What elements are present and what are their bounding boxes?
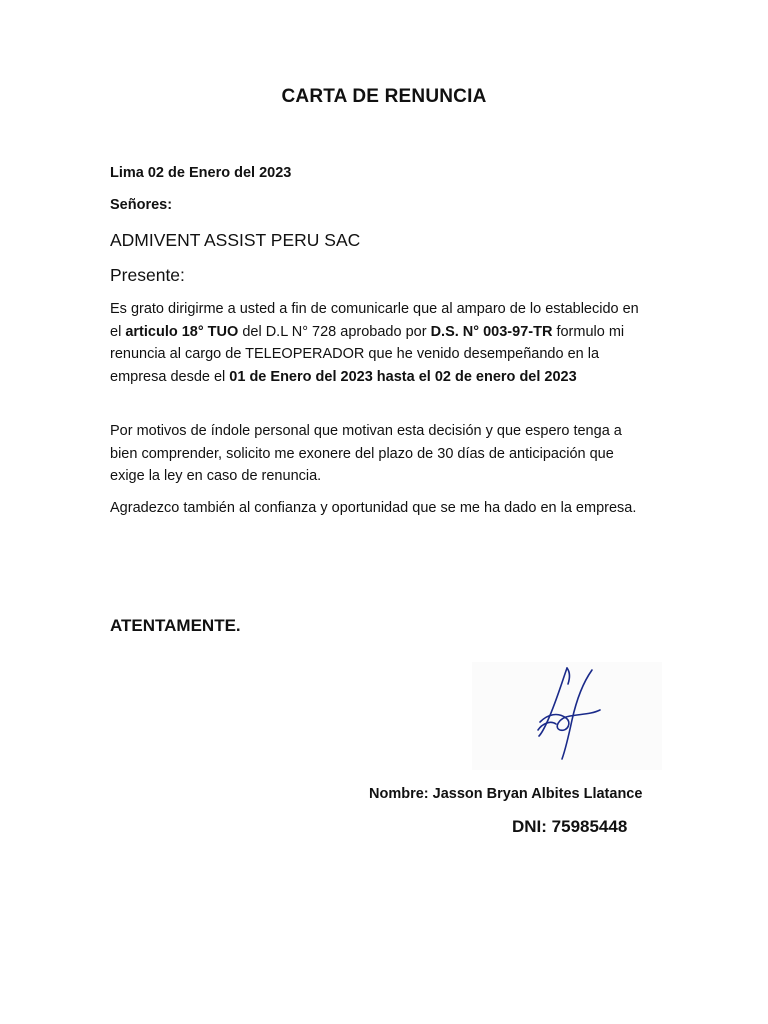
employment-period: 01 de Enero del 2023 hasta el 02 de enero del 2023 — [229, 368, 577, 385]
closing-text: ATENTAMENTE. — [110, 616, 241, 635]
salutation: Señores: — [110, 197, 173, 213]
decree-reference: D.S. N° 003-97-TR — [430, 323, 553, 340]
paragraph-main-text-1: Es grato dirigirme a usted a fin de comunicarle que al amparo de lo establecido en el — [110, 301, 639, 340]
paragraph-main-text-2: del D.L N° 728 aprobado por — [238, 323, 431, 340]
letter-date: Lima 02 de Enero del 2023 — [110, 165, 292, 181]
company-name: ADMIVENT ASSIST PERU SAC — [110, 230, 361, 250]
paragraph-main — [110, 298, 650, 388]
signer-name: Nombre: Jasson Bryan Albites Llatance — [369, 786, 643, 802]
letter-title: CARTA DE RENUNCIA — [281, 86, 487, 107]
article-reference: articulo 18° TUO — [125, 323, 239, 340]
signer-dni: DNI: 75985448 — [512, 817, 628, 836]
presente-label: Presente: — [110, 265, 185, 285]
paragraph-reasons: Por motivos de índole personal que motivan esta decisión y que espero tenga a bien comprender, solicito me exonere del plazo de 30 días de anticipación que exige la ley en caso de renuncia. — [110, 423, 622, 484]
paragraph-main-text-3: formulo mi renuncia al cargo de TELEOPERADOR que he venido desempeñando en la empresa desde el — [110, 323, 625, 385]
signature-image — [472, 662, 662, 770]
paragraph-thanks: Agradezco también al confianza y oportunidad que se me ha dado en la empresa. — [110, 500, 637, 516]
handwritten-signature-icon — [472, 662, 662, 770]
